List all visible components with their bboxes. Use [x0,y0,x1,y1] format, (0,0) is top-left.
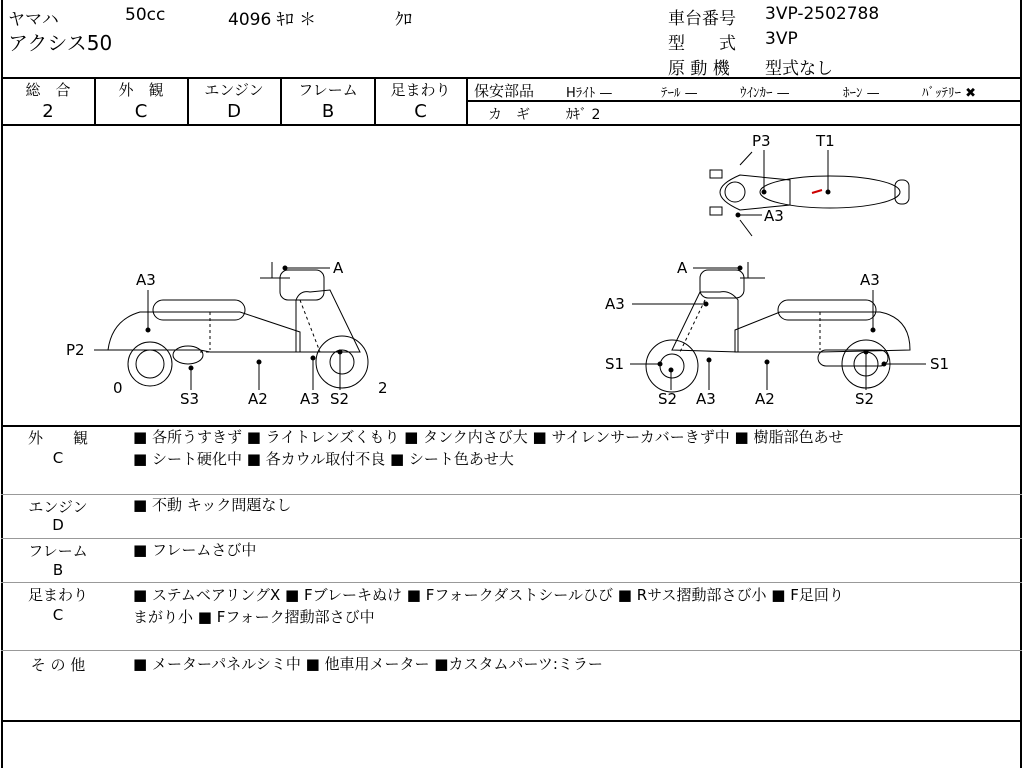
notes-sep-other [1,650,1022,651]
notes-sep-suspension [1,582,1022,583]
right-label-s1-rear: S1 [930,355,950,373]
right-label-a3-rear: A3 [860,271,880,289]
safety-horn: ﾎｰﾝ — [843,86,880,101]
color: ｸﾛ [395,10,412,30]
right-label-a3b: A3 [696,390,716,408]
frame-label: フレーム [298,81,358,99]
left-label-s3: S3 [180,390,200,408]
left-label-a: A [333,259,344,277]
safety-battery: ﾊﾞｯﾃﾘｰ ✖ [922,86,977,101]
notes-engine-grade: D [52,516,64,534]
suspension-grade: C [414,101,427,122]
frame-grade: B [321,101,335,122]
mileage: 4096 ｷﾛ ＊ [228,10,317,30]
overall-label: 総 合 [25,81,71,99]
top-view-scooter-drawing [710,152,909,236]
top-label-a3: A3 [764,207,784,225]
notes-suspension-label: 足まわり [27,586,88,604]
top-label-p3: P3 [752,132,771,150]
safety-label: 保安部品 [474,82,535,100]
model-name: アクシス50 [8,31,113,55]
left-label-a3b: A3 [300,390,320,408]
notes-suspension-grade: C [52,606,64,624]
engine-grade: D [227,101,241,122]
engine-type-value: 型式なし [765,59,833,79]
key-label: カ ギ [488,107,530,123]
leader-lines [94,150,926,390]
notes-suspension-line1: ■ ステムベアリングX ■ Fブレーキぬけ ■ Fフォークダストシールひび ■ Rサス摺動部さび小 ■ F足回り [133,586,844,604]
notes-engine-line1: ■ 不動 キック問題なし [133,496,292,514]
left-label-s2: S2 [330,390,350,408]
damage-diagram [0,126,1024,426]
left-label-2: 2 [378,379,388,397]
notes-suspension-line2: まがり小 ■ Fフォーク摺動部さび中 [133,608,375,626]
notes-exterior-line1: ■ 各所うすきず ■ ライトレンズくもり ■ タンク内さび大 ■ サイレンサーカバーきず中 ■ 樹脂部色あせ [133,428,844,446]
notes-exterior-line2: ■ シート硬化中 ■ 各カウル取付不良 ■ シート色あせ大 [133,450,514,468]
displacement: 50cc [125,5,166,25]
notes-frame-label: フレーム [28,542,88,560]
diagram-labels [66,132,949,408]
left-label-a2: A2 [248,390,268,408]
notes-other-label: そ の 他 [30,656,86,674]
grade-col-5 [466,77,468,125]
notes-other-line1: ■ メーターパネルシミ中 ■ 他車用メーター ■カスタムパーツ:ミラー [133,655,603,673]
notes-frame-line1: ■ フレームさび中 [133,541,257,559]
right-label-s2-rear: S2 [855,390,875,408]
right-label-a: A [677,259,688,277]
notes-bottom [1,720,1022,722]
overall-grade: 2 [42,101,54,122]
suspension-label: 足まわり [390,81,451,99]
top-label-t1: T1 [816,132,835,150]
type-value: 3VP [765,29,798,49]
notes-exterior-label: 外 観 [27,429,88,447]
notes-exterior-grade: C [52,449,64,467]
safety-headlight: Hﾗｲﾄ — [566,86,613,101]
right-label-s2: S2 [658,390,678,408]
notes-frame-grade: B [52,561,64,579]
left-label-p2: P2 [66,341,85,359]
engine-label: エンジン [204,81,264,99]
notes-engine-label: エンジン [28,498,88,516]
exterior-grade: C [134,101,148,122]
right-label-a2: A2 [755,390,775,408]
left-label-0: 0 [113,379,123,397]
left-label-a3: A3 [136,271,156,289]
engine-type-label: 原 動 機 [668,59,730,79]
right-label-a3: A3 [605,295,625,313]
right-label-s1: S1 [605,355,625,373]
frame-no-label: 車台番号 [668,9,736,29]
type-label: 型 式 [668,34,736,54]
exterior-label: 外 観 [118,81,164,99]
safety-tail: ﾃｰﾙ — [661,86,698,101]
safety-winker: ｳｲﾝｶｰ — [740,86,790,101]
key-value: ｶｷﾞ 2 [566,107,601,123]
maker: ヤマハ [8,10,59,30]
frame-no: 3VP-2502788 [765,4,880,24]
